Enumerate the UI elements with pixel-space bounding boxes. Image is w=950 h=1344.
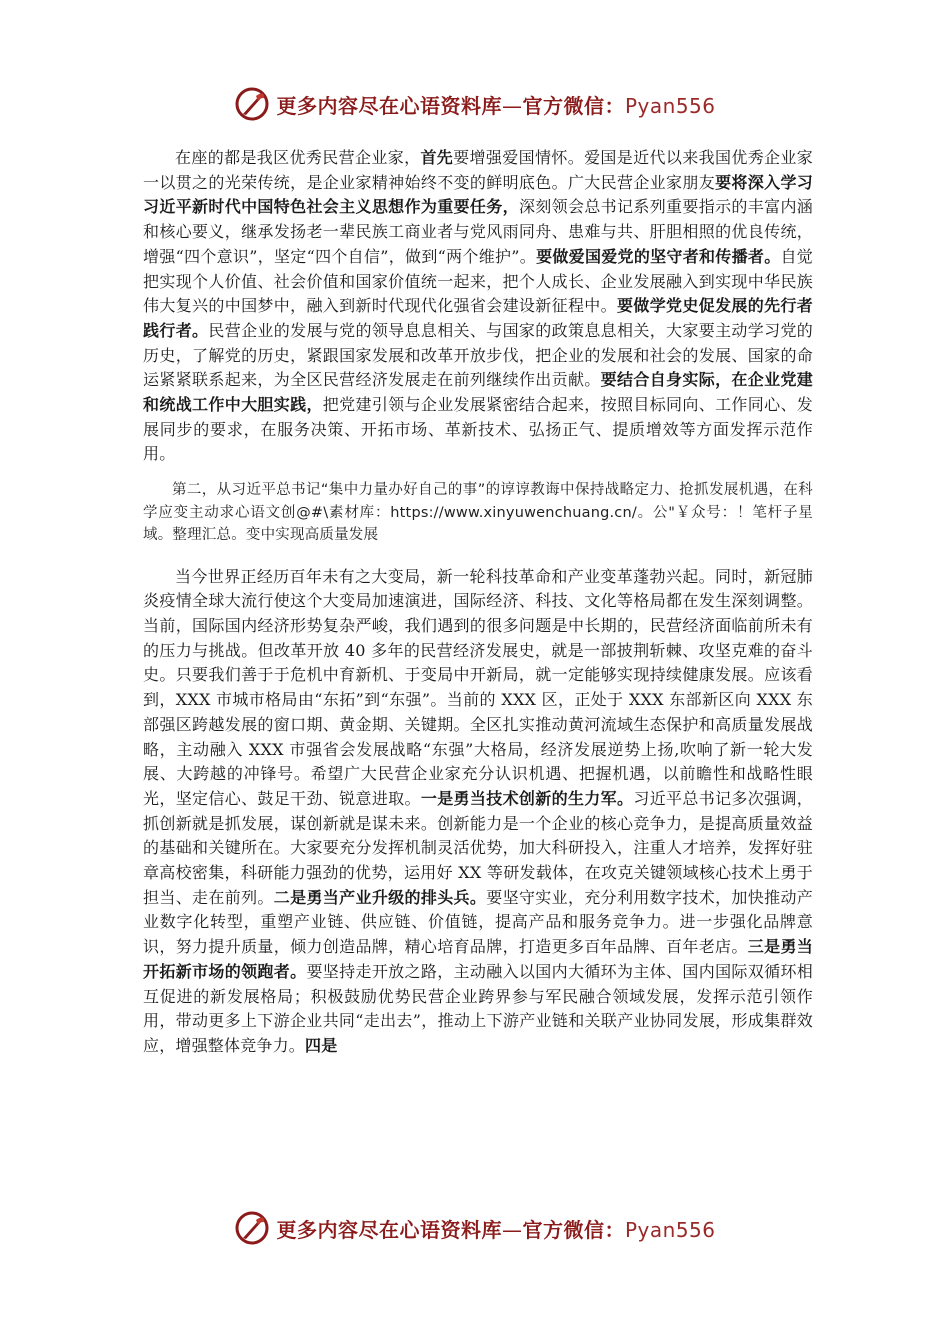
watermark-text — [276, 1214, 715, 1243]
quill-logo-icon — [234, 86, 270, 122]
footer-watermark — [0, 1208, 950, 1248]
paragraph-3 — [143, 565, 813, 1059]
text-run: 把党建引领与企业发展紧密结合起来，按照目标同向、工作同心、发展同步的要求，在服务决策、开拓市场、革新技术、弘扬正气、提质增效等方面发挥示范作用。 — [143, 395, 813, 464]
text-run: 要坚持走开放之路，主动融入以国内大循环为主体、国内国际双循环相互促进的新发展格局；积极鼓励优势民营企业跨界参与军民融合领域发展，发挥示范引领作用，带动更多上下游企业共同“走出去”，推动上下游产业链和关联产业协同发展，形成集群效应，增强整体竞争力。 — [143, 961, 813, 1055]
paragraph-1 — [143, 146, 813, 467]
watermark-separator: — — [501, 1217, 523, 1242]
watermark-separator: — — [501, 93, 523, 118]
bold-run: 二是勇当产业升级的排头兵。 — [273, 887, 487, 907]
watermark-title: 更多内容尽在心语资料库 — [276, 1217, 502, 1242]
watermark-contact: 官方微信： — [522, 93, 625, 118]
text-run: 自觉把实现个人价值、社会价值和国家价值统一起来，把个人成长、企业发展融入到实现中华民族伟大复兴的中国梦中，融入到新时代现代化强省会建设新征程中。 — [143, 246, 813, 316]
bold-run: 要将深入学习习近平新时代中国特色社会主义思想作为重要任务， — [143, 172, 813, 217]
bold-run: 一是勇当技术创新的生力军。 — [420, 788, 634, 808]
bold-run: 首先 — [420, 148, 454, 167]
bold-run: 要做爱国爱党的坚守者和传播者。 — [536, 246, 781, 266]
text-run: 要增强爱国情怀。爱国是近代以来我国优秀企业家一以贯之的光荣传统，是企业家精神始终不变的鲜明底色。广大民营企业家朋友 — [143, 148, 813, 192]
watermark-title: 更多内容尽在心语资料库 — [276, 93, 502, 118]
text-run: 习近平总书记多次强调，抓创新就是抓发展，谋创新就是谋未来。创新能力是一个企业的核心竞争力，是提高质量效益的基础和关键所在。大家要充分发挥机制灵活优势，加大科研投入，注重人才培养，发挥好驻章高校密集，科研能力强劲的优势，运用好 XX 等研发载体，在攻克关键领域核心技术上勇于担当、走在前列。 — [143, 788, 813, 907]
bold-run: 四是 — [305, 1036, 338, 1055]
text-run: 要坚守实业，充分利用数字技术，加快推动产业数字化转型，重塑产业链、供应链、价值链，提高产品和服务竞争力。进一步强化品牌意识，努力提升质量，倾力创造品牌，精心培育品牌，打造更多百年品牌、百年老店。 — [143, 887, 813, 957]
paragraph-2-heading: 第二，从习近平总书记“集中力量办好自己的事”的谆谆教诲中保持战略定力、抢抓发展机遇，在科学应变主动求心语文创@#\素材库：https://www.xinyuwenchuang.cn/。公"￥众号：！笔杆子星域。整理汇总。变中实现高质量发展 — [143, 482, 813, 544]
text-run: 深刻领会总书记系列重要指示的丰富内涵和核心要义，继承发扬老一辈民族工商业者与党风雨同舟、患难与共、肝胆相照的优良传统，增强“四个意识”，坚定“四个自信”，做到“两个维护”。 — [143, 197, 813, 266]
watermark-handle: Pyan556 — [624, 1217, 716, 1242]
bold-run: 三是勇当开拓新市场的领跑者。 — [143, 937, 813, 981]
bold-run: 要结合自身实际，在企业党建和统战工作中大胆实践， — [143, 370, 813, 415]
watermark-contact: 官方微信： — [522, 1217, 625, 1242]
quill-logo-icon — [234, 1210, 270, 1246]
bold-run: 要做学党史促发展的先行者践行者。 — [143, 296, 813, 340]
text-run: 当今世界正经历百年未有之大变局，新一轮科技革命和产业变革蓬勃兴起。同时，新冠肺炎疫情全球大流行使这个大变局加速演进，国际经济、科技、文化等格局都在发生深刻调整。当前，国际国内经济形势复杂严峻，我们遇到的很多问题是中长期的，民营经济面临前所未有的压力与挑战。但改革开放 40 多年的民营经济发展史，就是一部披荆斩棘、攻坚克难的奋斗史。只要我们善于于危机中育新机、于变局中开新局，就一定能够实现持续健康发展。应该看到，XXX 市城市格局由“东拓”到“东强”。当前的 XXX 区，正处于 XXX 东部新区向 XXX 东部强区跨越发展的窗口期、黄金期、关键期。全区扎实推动黄河流域生态保护和高质量发展战略，主动融入 XXX 市强省会发展战略“东强”大格局，经济发展逆势上扬,吹响了新一轮大发展、大跨越的冲锋号。希望广大民营企业家充分认识机遇、把握机遇，以前瞻性和战略性眼光，坚定信心、鼓足干劲、锐意进取。 — [143, 566, 813, 808]
document-body — [143, 146, 813, 1059]
watermark-text — [276, 90, 715, 119]
watermark-handle: Pyan556 — [624, 93, 716, 118]
text-run: 在座的都是我区优秀民营企业家， — [175, 148, 421, 167]
header-watermark — [0, 84, 950, 124]
text-run: 民营企业的发展与党的领导息息相关、与国家的政策息息相关，大家要主动学习党的历史，了解党的历史，紧跟国家发展和改革开放步伐，把企业的发展和社会的发展、国家的命运紧紧联系起来，为全区民营经济发展走在前列继续作出贡献。 — [143, 320, 813, 390]
